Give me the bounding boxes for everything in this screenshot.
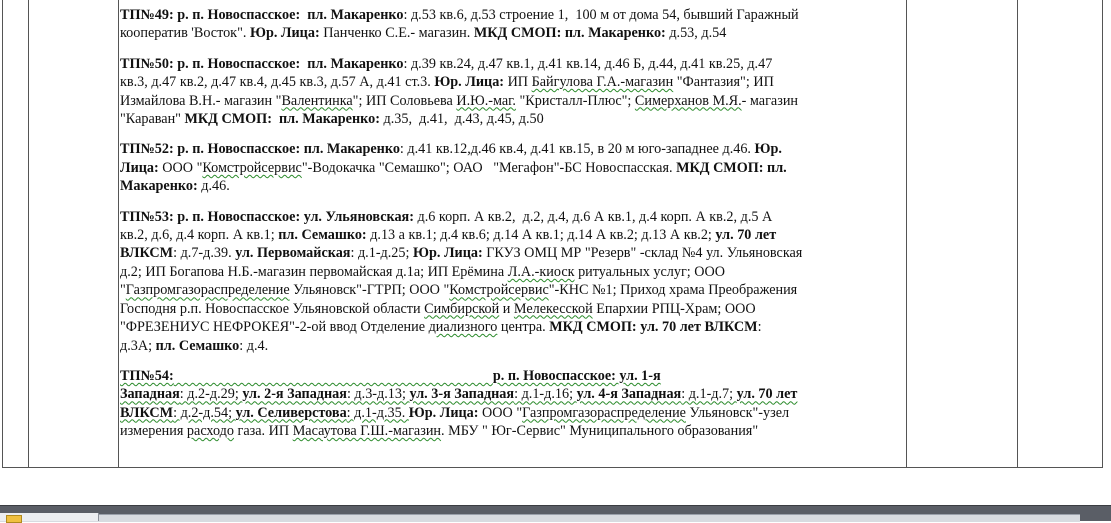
bold-label: Юр. Лица: (434, 74, 505, 91)
bold-label: пл. Семашко (155, 337, 240, 354)
bold-label: Юр. Лица: (412, 245, 483, 262)
text-run: Господня р.п. Новоспасское Ульяновской области (120, 300, 425, 317)
text-run: Измайлова В.Н.- магазин " (120, 92, 282, 109)
text-run: : д.1-д.7; (681, 386, 737, 403)
text-run: "Кристалл-Плюс"; (515, 92, 635, 109)
text-run: . МБУ " Юг-Сервис" Муниципального образования" (441, 423, 759, 440)
text-run: кв.3, д.47 кв.2, д.47 кв.4, д.45 кв.3, д.57 А, д.41 ст.3. (120, 74, 435, 91)
text-run: : д.39 кв.24, д.47 кв.1, д.41 кв.14, д.46 Б, д.44, д.41 кв.25, д.47 (403, 55, 773, 72)
text-run: Мелекесской (513, 300, 593, 317)
text-line (120, 300, 898, 318)
text-line (120, 73, 898, 91)
bold-label: МКД СМОП: пл. Макаренко: (184, 111, 380, 128)
text-run: Комстройсервис (202, 159, 302, 176)
bottom-taskbar (0, 505, 1111, 521)
text-run: - магазин (741, 92, 799, 109)
text-run: "ФРЕЗЕНИУС НЕФРОКЕЯ"-2-ой ввод Отделение (120, 319, 429, 336)
text-run: : д.1-д.16; (514, 386, 577, 403)
table-column-divider (118, 0, 119, 468)
bold-label: ул. Первомайская (235, 245, 351, 262)
bold-label: Западная (120, 386, 180, 403)
text-run: Ульяновск"-ГТРП; ООО " (289, 282, 450, 299)
text-line (120, 318, 898, 336)
bold-label: МКД СМОП: пл. Макаренко: (473, 25, 666, 42)
substation-paragraph (120, 208, 898, 355)
text-run (174, 368, 493, 384)
text-run: ГКУЗ ОМЦ МР "Резерв" -склад №4 ул. Ульяновская (482, 245, 803, 262)
text-run: д.53, д.54 (665, 25, 727, 42)
bold-label: ул. 70 лет (715, 227, 777, 244)
bold-label: МКД СМОП: пл. (676, 159, 787, 176)
table-border-left (2, 0, 3, 468)
bold-label: Юр. Лица: (249, 25, 320, 42)
text-line (120, 337, 898, 355)
bold-label: ул. 2-я Западная (242, 386, 347, 403)
text-run: "; ИП Соловьева (352, 92, 457, 109)
text-run: : д.4. (239, 337, 269, 354)
text-run: Ульяновск"-узел (685, 404, 790, 421)
text-run: диализного (428, 319, 498, 336)
substation-paragraph (120, 55, 898, 129)
text-run: ООО " (478, 404, 523, 421)
text-line (120, 92, 898, 110)
bold-label: ул. Селиверстова (235, 404, 347, 421)
text-run: кв.2, д.6, д.4 корп. А кв.1; (120, 227, 279, 244)
text-run: Симбирской (424, 300, 500, 317)
bold-label: ТП№52: р. п. Новоспасское: пл. Макаренко (120, 141, 400, 158)
text-run: Л.А.-киоск (507, 263, 575, 280)
text-line (120, 208, 898, 226)
text-run: ИП (504, 74, 532, 91)
text-line (120, 6, 898, 24)
bold-label: Макаренко: (120, 178, 198, 195)
text-run: Комстройсервис (449, 282, 549, 299)
text-line (120, 263, 898, 281)
bold-label: Юр. (754, 141, 782, 158)
bold-label: ул. 4-я Западная (576, 386, 682, 403)
text-run: "Фантазия"; ИП (673, 74, 774, 91)
bold-label: ТП№54: (120, 367, 174, 384)
bold-label: МКД СМОП: ул. 70 лет ВЛКСМ (549, 319, 758, 336)
text-run: д.2; ИП Богапова Н.Б.-магазин первомайская д.1а; ИП Ерёмина (120, 263, 508, 280)
text-line (120, 110, 898, 128)
text-run: Симерханов М.Я. (634, 92, 742, 109)
bold-label: ВЛКСМ (120, 404, 174, 421)
text-run: Байгулова Г.А.-магазин (531, 74, 674, 91)
text-run: кооператив 'Восток". (120, 25, 250, 42)
text-run: и (499, 300, 514, 317)
bold-label: ТП№53: р. п. Новоспасское: ул. Ульяновская: (120, 208, 414, 225)
text-line (120, 422, 898, 440)
text-run: д.13 а кв.1; д.4 кв.6; д.14 А кв.1; д.14 А кв.2; д.13 А кв.2; (366, 227, 716, 244)
text-run: газа. ИП (233, 423, 293, 440)
text-run: Панченко С.Е.- магазин. (319, 25, 474, 42)
table-border-right (1102, 0, 1103, 468)
table-column-divider (28, 0, 29, 468)
substation-paragraph (120, 6, 898, 43)
bold-label: Юр. Лица: (408, 404, 479, 421)
text-run: д.46. (197, 178, 230, 195)
text-run: : д.53 кв.6, д.53 строение 1, 100 м от дома 54, бывший Гаражный (403, 7, 799, 23)
transformer-substation-list (120, 6, 898, 468)
text-run: д.3А; (120, 337, 156, 354)
text-line (120, 385, 898, 403)
text-run: д.6 корп. А кв.2, д.2, д.4, д.6 А кв.1, д.4 корп. А кв.2, д.5 А (413, 208, 773, 225)
substation-paragraph (120, 367, 898, 441)
bold-label: ул. 70 лет (736, 386, 798, 403)
text-run: : д.7-д.39. (173, 245, 236, 262)
text-run: расходо (186, 423, 234, 440)
table-column-divider (906, 0, 907, 468)
text-run: : (757, 319, 762, 336)
text-line (120, 281, 898, 299)
text-line (120, 226, 898, 244)
text-line (120, 244, 898, 262)
text-line (120, 404, 898, 422)
text-run: : д.2-д.54; (173, 404, 236, 421)
text-run: : д.1-д.25; (350, 245, 413, 262)
table-column-divider (1017, 0, 1018, 468)
text-run: Масаутова Г.Ш.-магазин (292, 423, 442, 440)
text-run: д.35, д.41, д.43, д.45, д.50 (379, 111, 544, 128)
bold-label: ВЛКСМ (120, 245, 174, 262)
text-run: " (120, 282, 126, 299)
text-run: Валентинка (281, 92, 353, 109)
bold-label: ТП№50: р. п. Новоспасское: пл. Макаренко (120, 55, 404, 72)
bold-label: ТП№49: р. п. Новоспасское: пл. Макаренко (120, 7, 404, 23)
text-run: : д.41 кв.12,д.46 кв.4, д.41 кв.15, в 20 м юго-западнее д.46. (399, 141, 755, 158)
text-run: Газпромгазораспределение (522, 404, 686, 421)
text-line (120, 159, 898, 177)
text-run: "Караван" (120, 111, 185, 128)
bold-label: пл. Семашко: (278, 227, 367, 244)
text-run: Епархии РПЦ-Храм; ООО (592, 300, 756, 317)
text-run: : д.1-д.35. (346, 404, 409, 421)
text-run: Газпромгазораспределение (125, 282, 290, 299)
text-run: ООО " (158, 159, 203, 176)
text-run: : д.2-д.29; (179, 386, 243, 403)
bold-label: р. п. Новоспасское: ул. 1-я (492, 367, 661, 384)
document-icon (6, 515, 22, 523)
text-run: измерения (120, 423, 187, 440)
text-line (120, 24, 898, 42)
text-run: ритуальных услуг; ООО (574, 263, 726, 280)
text-run: : д.3-д.13; (346, 386, 410, 403)
text-line (120, 367, 898, 385)
substation-paragraph (120, 140, 898, 195)
bold-label: ул. 3-я Западная (409, 386, 515, 403)
text-run: "-КНС №1; Приход храма Преображения (548, 282, 798, 299)
text-line (120, 177, 898, 195)
text-run: центра. (497, 319, 550, 336)
text-run: "-Водокачка "Семашко"; ОАО "Мегафон"-БС Новоспасская. (301, 159, 677, 176)
text-line (120, 140, 898, 158)
text-run: И.Ю.-маг. (456, 92, 516, 109)
bold-label: Лица: (120, 159, 159, 176)
text-line (120, 55, 898, 73)
sheet-tab-strip (0, 514, 1080, 522)
